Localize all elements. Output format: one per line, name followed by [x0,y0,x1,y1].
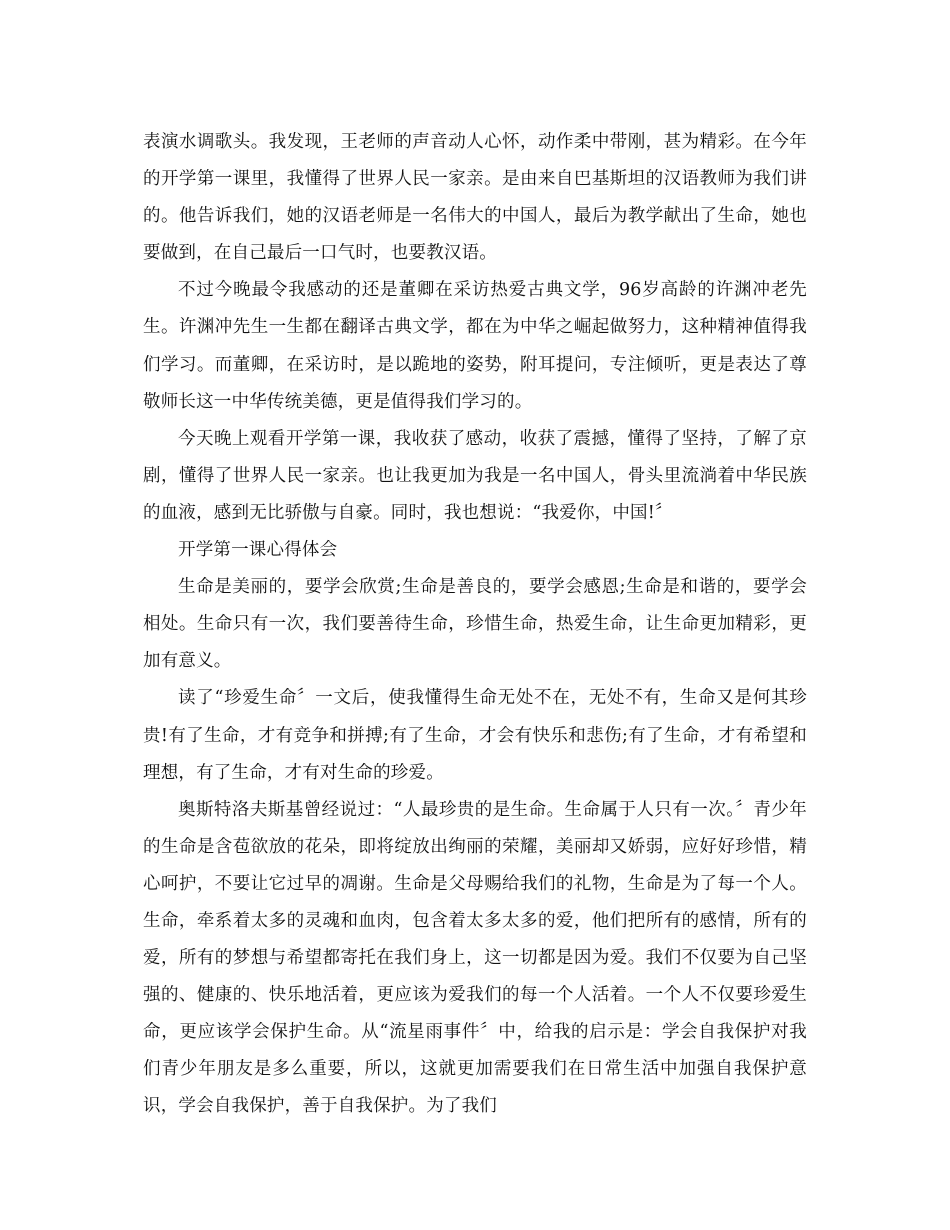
document-body [143,124,807,1126]
paragraph-1: 表演水调歌头。我发现，王老师的声音动人心怀，动作柔中带刚，甚为精彩。在今年的开学第一课里，我懂得了世界人民一家亲。是由来自巴基斯坦的汉语教师为我们讲的。他告诉我们，她的汉语老师是一名伟大的中国人，最后为教学献出了生命，她也要做到，在自己最后一口气时，也要教汉语。 [143,132,807,264]
paragraph-3: 今天晚上观看开学第一课，我收获了感动，收获了震撼，懂得了坚持，了解了京剧，懂得了世界人民一家亲。也让我更加为我是一名中国人，骨头里流淌着中华民族的血液，感到无比骄傲与自豪。同时，我也想说：“我爱你，中国!〞 [143,428,807,523]
paragraph-2: 不过今晚最令我感动的还是董卿在采访热爱古典文学，96岁高龄的许渊冲老先生。许渊冲先生一生都在翻译古典文学，都在为中华之崛起做努力，这种精神值得我们学习。而董卿，在采访时，是以跪地的姿势，附耳提问，专注倾听，更是表达了尊敬师长这一中华传统美德，更是值得我们学习的。 [143,280,807,412]
paragraph-4: 生命是美丽的，要学会欣赏;生命是善良的，要学会感恩;生命是和谐的，要学会相处。生命只有一次，我们要善待生命，珍惜生命，热爱生命，让生命更加精彩，更加有意义。 [143,577,807,672]
paragraph-5: 读了“珍爱生命〞一文后，使我懂得生命无处不在，无处不有，生命又是何其珍贵!有了生命，才有竞争和拼搏;有了生命，才会有快乐和悲伤;有了生命，才有希望和理想，有了生命，才有对生命的珍爱。 [143,688,807,783]
section-heading: 开学第一课心得体会 [178,540,338,561]
paragraph-6: 奥斯特洛夫斯基曾经说过：“人最珍贵的是生命。生命属于人只有一次。〞青少年的生命是含苞欲放的花朵，即将绽放出绚丽的荣耀，美丽却又娇弱，应好好珍惜，精心呵护，不要让它过早的凋谢。生命是父母赐给我们的礼物，生命是为了每一个人。生命，牵系着太多的灵魂和血肉，包含着太多太多的爱，他们把所有的感情，所有的爱，所有的梦想与希望都寄托在我们身上，这一切都是因为爱。我们不仅要为自己坚强的、健康的、快乐地活着，更应该为爱我们的每一个人活着。一个人不仅要珍爱生命，更应该学会保护生命。从“流星雨事件〞中，给我的启示是：学会自我保护对我们青少年朋友是多么重要，所以，这就更加需要我们在日常生活中加强自我保护意识，学会自我保护，善于自我保护。为了我们 [143,799,807,1117]
